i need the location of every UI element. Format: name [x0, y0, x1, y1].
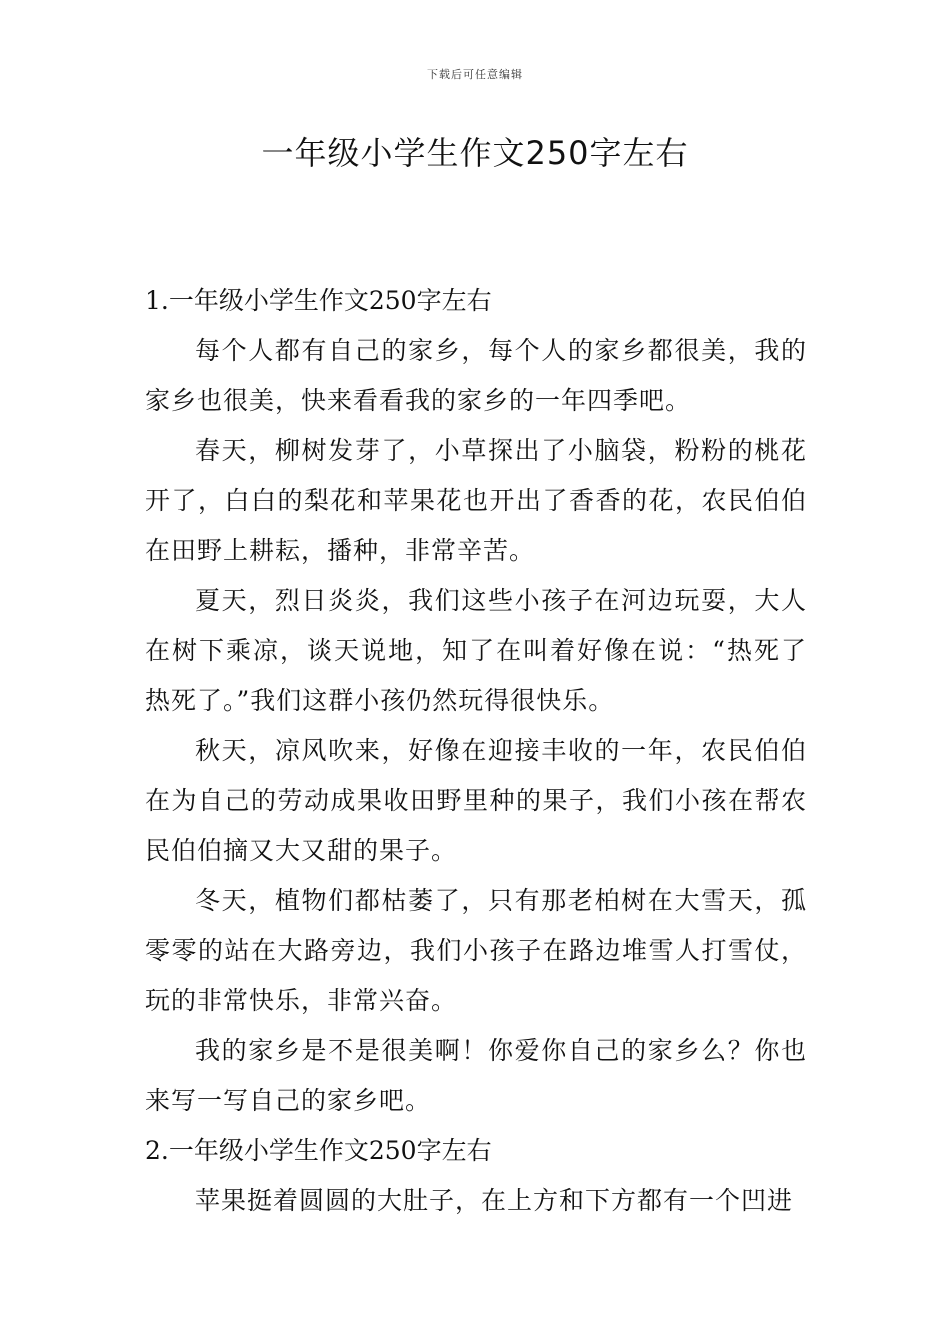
- paragraph: 我的家乡是不是很美啊！你爱你自己的家乡么？你也来写一写自己的家乡吧。: [145, 1036, 807, 1115]
- paragraph: 冬天，植物们都枯萎了，只有那老柏树在大雪天，孤零零的站在大路旁边，我们小孩子在路边堆雪人打雪仗，玩的非常快乐，非常兴奋。: [145, 886, 807, 1015]
- paragraph: 夏天，烈日炎炎，我们这些小孩子在河边玩耍，大人在树下乘凉，谈天说地，知了在叫着好像在说：“热死了热死了。”我们这群小孩仍然玩得很快乐。: [145, 586, 807, 715]
- paragraph: 秋天，凉风吹来，好像在迎接丰收的一年，农民伯伯在为自己的劳动成果收田野里种的果子，我们小孩在帮农民伯伯摘又大又甜的果子。: [145, 736, 807, 865]
- section-heading: 2.一年级小学生作文250字左右: [145, 1136, 492, 1165]
- paragraph: 每个人都有自己的家乡，每个人的家乡都很美，我的家乡也很美，快来看看我的家乡的一年四季吧。: [145, 336, 807, 415]
- document-title: 一年级小学生作文250字左右: [261, 134, 689, 172]
- document-body: [145, 276, 807, 1226]
- section-heading: 1.一年级小学生作文250字左右: [145, 286, 492, 315]
- header-note: 下载后可任意编辑: [427, 68, 523, 81]
- paragraph: 苹果挺着圆圆的大肚子，在上方和下方都有一个凹进: [195, 1186, 794, 1215]
- paragraph: 春天，柳树发芽了，小草探出了小脑袋，粉粉的桃花开了，白白的梨花和苹果花也开出了香香的花，农民伯伯在田野上耕耘，播种，非常辛苦。: [145, 436, 807, 565]
